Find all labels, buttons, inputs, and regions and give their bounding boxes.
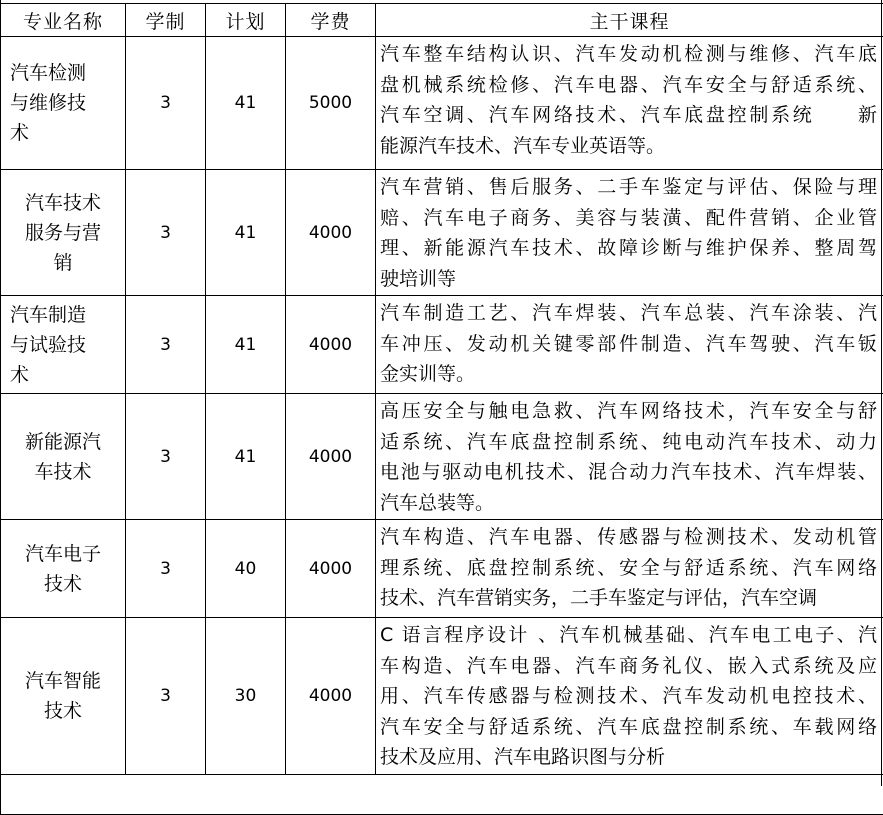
core-courses-line: 汽车安全与舒适系统、汽车底盘控制系统、车载网络 (380, 712, 883, 743)
core-courses-line: 车冲压、发动机关键零部件制造、汽车驾驶、汽车钣 (380, 329, 883, 360)
fee-cell: 4000 (286, 520, 376, 618)
table-row (1, 296, 883, 394)
core-courses-line: 车构造、汽车电器、汽车商务礼仪、嵌入式系统及应 (380, 651, 883, 682)
program-name-cell (1, 296, 126, 394)
header-row (1, 4, 883, 37)
plan-cell: 41 (206, 296, 286, 394)
core-courses-cell (376, 37, 883, 170)
program-name-line: 技术 (1, 569, 125, 599)
table-row (1, 520, 883, 618)
plan-cell: 41 (206, 37, 286, 170)
core-courses-line: 驶培训等 (380, 264, 883, 295)
core-courses-line: 赔、汽车电子商务、美容与装潢、配件营销、企业管 (380, 203, 883, 234)
core-courses-line: 用、汽车传感器与检测技术、汽车发动机电控技术、 (380, 681, 883, 712)
table-row (1, 618, 883, 775)
program-name-cell (1, 37, 126, 170)
core-courses-line: 金实训等。 (380, 359, 883, 390)
core-courses-line: 汽车构造、汽车电器、传感器与检测技术、发动机管 (380, 522, 883, 553)
program-name-line: 与试验技 (10, 330, 121, 360)
plan-cell: 41 (206, 394, 286, 520)
plan-cell: 30 (206, 618, 286, 775)
core-courses-line: 高压安全与触电急救、汽车网络技术，汽车安全与舒 (380, 396, 883, 427)
core-courses-line: C 语言程序设计 、汽车机械基础、汽车电工电子、汽 (380, 620, 883, 651)
header-core-courses: 主干课程 (376, 4, 883, 37)
plan-cell: 41 (206, 170, 286, 296)
duration-cell: 3 (126, 37, 206, 170)
program-name-line: 术 (10, 118, 121, 148)
core-courses-line: 技术、汽车营销实务，二手车鉴定与评估，汽车空调 (380, 583, 883, 614)
program-name-line: 服务与营 (1, 218, 125, 248)
program-name-line: 汽车智能 (1, 666, 125, 696)
program-name-line: 术 (10, 360, 121, 390)
core-courses-line: 理系统、底盘控制系统、安全与舒适系统、汽车网络 (380, 553, 883, 584)
program-name-line: 新能源汽 (1, 427, 125, 457)
header-fee: 学费 (286, 4, 376, 37)
fee-cell: 4000 (286, 394, 376, 520)
fee-cell: 4000 (286, 296, 376, 394)
core-courses-line: 汽车空调、汽车网络技术、汽车底盘控制系统 新 (380, 100, 883, 131)
empty-row (1, 775, 883, 815)
core-courses-line: 电池与驱动电机技术、混合动力汽车技术、汽车焊装、 (380, 457, 883, 488)
core-courses-line: 技术及应用、汽车电路识图与分析 (380, 742, 883, 773)
program-name-line: 汽车检测 (10, 58, 121, 88)
program-name-line: 销 (1, 248, 125, 278)
table-row (1, 37, 883, 170)
fee-cell: 4000 (286, 170, 376, 296)
header-plan: 计划 (206, 4, 286, 37)
table-row (1, 170, 883, 296)
duration-cell: 3 (126, 296, 206, 394)
duration-cell: 3 (126, 394, 206, 520)
program-name-line: 汽车技术 (1, 188, 125, 218)
header-duration: 学制 (126, 4, 206, 37)
core-courses-line: 汽车营销、售后服务、二手车鉴定与评估、保险与理 (380, 172, 883, 203)
program-name-line: 汽车电子 (1, 539, 125, 569)
duration-cell: 3 (126, 520, 206, 618)
core-courses-line: 汽车制造工艺、汽车焊装、汽车总装、汽车涂装、汽 (380, 298, 883, 329)
program-name-line: 汽车制造 (10, 300, 121, 330)
core-courses-line: 能源汽车技术、汽车专业英语等。 (380, 131, 883, 162)
core-courses-cell (376, 618, 883, 775)
core-courses-cell (376, 296, 883, 394)
core-courses-cell (376, 394, 883, 520)
program-name-cell (1, 618, 126, 775)
program-name-cell (1, 520, 126, 618)
core-courses-line: 汽车整车结构认识、汽车发动机检测与维修、汽车底 (380, 39, 883, 70)
program-name-line: 车技术 (1, 457, 125, 487)
core-courses-line: 汽车总装等。 (380, 488, 883, 519)
core-courses-line: 理、新能源汽车技术、故障诊断与维护保养、整周驾 (380, 233, 883, 264)
program-table (0, 3, 883, 815)
empty-cell (1, 775, 883, 815)
core-courses-cell (376, 520, 883, 618)
duration-cell: 3 (126, 170, 206, 296)
header-name: 专业名称 (1, 4, 126, 37)
fee-cell: 5000 (286, 37, 376, 170)
duration-cell: 3 (126, 618, 206, 775)
core-courses-cell (376, 170, 883, 296)
core-courses-line: 适系统、汽车底盘控制系统、纯电动汽车技术、动力 (380, 427, 883, 458)
plan-cell: 40 (206, 520, 286, 618)
fee-cell: 4000 (286, 618, 376, 775)
program-name-cell (1, 170, 126, 296)
program-name-line: 与维修技 (10, 88, 121, 118)
core-courses-line: 盘机械系统检修、汽车电器、汽车安全与舒适系统、 (380, 70, 883, 101)
program-name-cell (1, 394, 126, 520)
program-name-line: 技术 (1, 696, 125, 726)
table-row (1, 394, 883, 520)
